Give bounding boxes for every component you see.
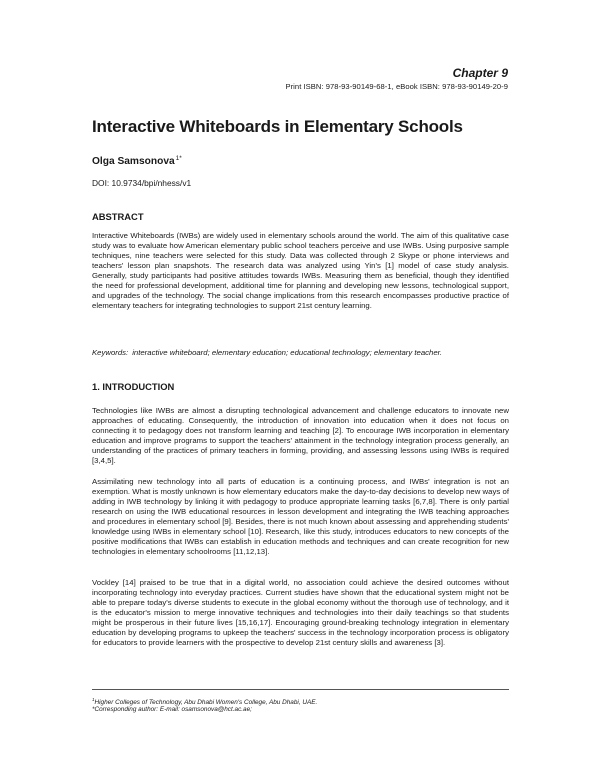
- chapter-label: Chapter 9: [452, 66, 508, 80]
- abstract-heading: ABSTRACT: [92, 211, 144, 222]
- footnote-affiliation: [92, 697, 317, 706]
- paper-title: Interactive Whiteboards in Elementary Schools: [92, 117, 463, 136]
- doi-line: DOI: 10.9734/bpi/nhess/v1: [92, 178, 192, 188]
- footnote-divider: [92, 689, 509, 690]
- keywords: [92, 348, 509, 358]
- intro-paragraph-2: Assimilating new technology into all parts of education is a continuing process, and IWBs' integration is not an exemption. What is mostly unknown is how elementary educators make the day-to-day decisions to develop new ways of adding in IWB technology by linking it with pedagogy to produce appropriate learning tasks [6,7,8]. There is only partial research on using the IWB educational resources in lesson development and integrating the IWB teaching approaches and procedures in elementary school [9]. Besides, there is not much known about assessing and apprehending students' knowledge using IWBs in elementary school [10]. Research, like this study, introduces educators to new concepts of the positive modifications that IWBs can establish in education methods and techniques and can create recognition for new technologies in elementary schoolrooms [11,12,13].: [92, 477, 509, 557]
- keywords-text: interactive whiteboard; elementary education; educational technology; elementary teacher.: [132, 348, 443, 357]
- abstract-text: Interactive Whiteboards (IWBs) are widely used in elementary schools around the world. The aim of this qualitative case study was to evaluate how American elementary public school teachers perceive and use IWBs. Using purposive sample techniques, nine teachers were selected for this study. Data was collected through 2 Skype or phone interviews and teachers' lesson plan snapshots. The research data was analyzed using Yin's [1] model of case study analysis. Generally, study participants had positive attitudes towards IWBs. Measuring them as beneficial, though they identified the need for professional development, additional time for planning and developing new lessons, technological support, and upgrades of the technology. The social change implications from this research encompasses productive practice of elementary teachers for integrating technologies to support 21st century learning.: [92, 231, 509, 311]
- author-line: [92, 155, 182, 167]
- author-marks: 1*: [175, 155, 182, 162]
- affiliation-text: Higher Colleges of Technology, Abu Dhabi Women's College, Abu Dhabi, UAE.: [94, 699, 318, 706]
- introduction-heading: 1. INTRODUCTION: [92, 381, 175, 392]
- footnote-mark: 1: [92, 697, 95, 702]
- intro-paragraph-1: Technologies like IWBs are almost a disrupting technological advancement and challenge educators to innovate new approaches of educating. Consequently, the introduction of innovation into education when it does not focus on connecting it to pedagogy does not transform learning and teaching [2]. To encourage IWB incorporation in elementary education and improve programs to support the teachers' attainment in the technology integration process generally, an understanding of the practices of primary teachers in forming, providing, and assessing lessons using IWBs is required [3,4,5].: [92, 406, 509, 466]
- intro-paragraph-3: Vockley [14] praised to be true that in a digital world, no association could achieve the desired outcomes without incorporating technology into everyday practices. Current studies have shown that the educational system might not be able to prepare today's diverse students to execute in the global economy without the thorough use of technology, and it is the educator's mission to merge innovative techniques and technologies into their daily teachings so that students might be prosperous in their future lives [15,16,17]. Encouraging ground-breaking technology integration in elementary education by developing programs to upkeep the teachers' success in the technology incorporation process is obligatory for educators to provide learners with the prospective to develop 21st century skills and awareness [3].: [92, 578, 509, 648]
- isbn-line: Print ISBN: 978-93-90149-68-1, eBook ISBN: 978-93-90149-20-9: [285, 82, 508, 91]
- footnote-corresponding: *Corresponding author: E-mail: osamsonova@hct.ac.ae;: [92, 706, 252, 713]
- author-name: Olga Samsonova: [92, 156, 175, 167]
- keywords-label: Keywords:: [92, 348, 129, 357]
